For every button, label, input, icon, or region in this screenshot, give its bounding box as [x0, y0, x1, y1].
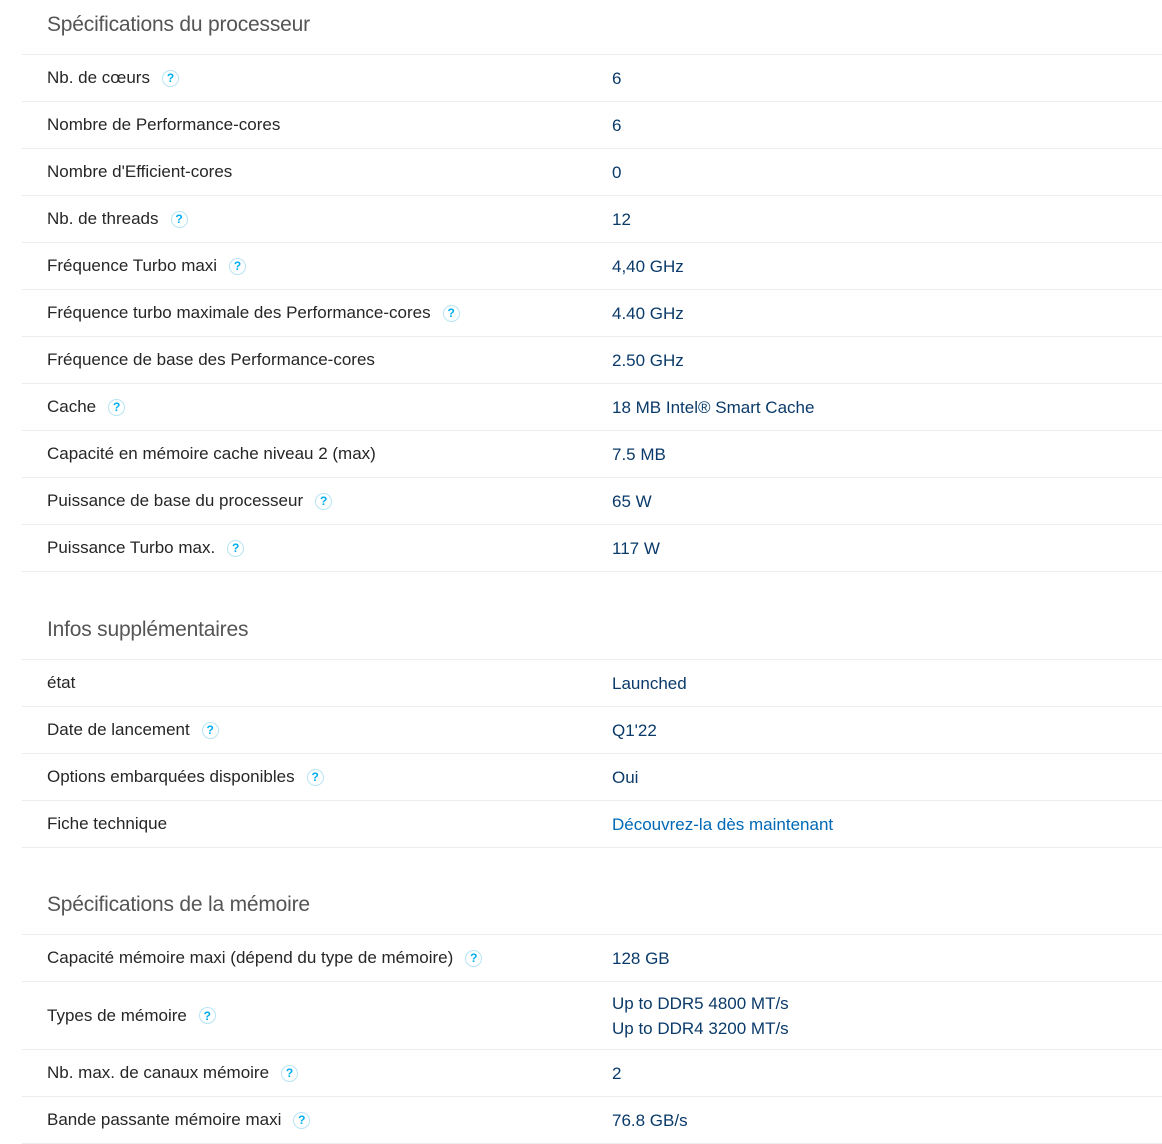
spec-row-memory-types: [22, 982, 1162, 1050]
spec-label: Nombre d'Efficient-cores: [47, 162, 233, 181]
spec-value: 76.8 GB/s: [612, 1110, 688, 1130]
spec-label: Fréquence turbo maximale des Performance-cores: [47, 303, 431, 322]
help-icon[interactable]: ?: [293, 1112, 310, 1129]
spec-row-embedded-options: [22, 754, 1162, 801]
spec-row-turbo-power: [22, 525, 1162, 572]
spec-label: Options embarquées disponibles: [47, 767, 295, 786]
spec-row-cache: [22, 384, 1162, 431]
help-icon[interactable]: ?: [162, 70, 179, 87]
spec-row-memory-bandwidth: [22, 1097, 1162, 1144]
spec-row-launch-date: [22, 707, 1162, 754]
spec-value: 4.40 GHz: [612, 303, 684, 323]
help-icon[interactable]: ?: [202, 722, 219, 739]
help-icon[interactable]: ?: [443, 305, 460, 322]
spec-label: Nb. de threads: [47, 209, 159, 228]
spec-row-threads: [22, 196, 1162, 243]
help-icon[interactable]: ?: [227, 540, 244, 557]
help-icon[interactable]: ?: [315, 493, 332, 510]
help-icon[interactable]: ?: [281, 1065, 298, 1082]
spec-row-max-turbo: [22, 243, 1162, 290]
spec-value: 6: [612, 115, 622, 135]
spec-value: Q1'22: [612, 720, 657, 740]
spec-label: Capacité mémoire maxi (dépend du type de mémoire): [47, 948, 454, 967]
spec-label: Cache: [47, 397, 97, 416]
spec-value: 0: [612, 162, 622, 182]
spec-value: 7.5 MB: [612, 444, 666, 464]
spec-value: 117 W: [612, 538, 660, 558]
spec-value: 65 W: [612, 491, 652, 511]
spec-value: 2.50 GHz: [612, 350, 684, 370]
spec-value: 2: [612, 1063, 622, 1083]
spec-value: 4,40 GHz: [612, 256, 684, 276]
spec-label: état: [47, 673, 76, 692]
help-icon[interactable]: ?: [229, 258, 246, 275]
spec-row-status: [22, 660, 1162, 707]
spec-label: Puissance de base du processeur: [47, 491, 304, 510]
spec-row-performance-cores: [22, 102, 1162, 149]
spec-value: 18 MB Intel® Smart Cache: [612, 397, 815, 417]
section-title-memory: Spécifications de la mémoire: [22, 880, 1162, 935]
help-icon[interactable]: ?: [465, 950, 482, 967]
section-title-processor: Spécifications du processeur: [22, 0, 1162, 55]
spec-label: Fiche technique: [47, 814, 168, 833]
spec-value: 12: [612, 209, 631, 229]
spec-row-datasheet: [22, 801, 1162, 848]
spec-row-pcore-turbo: [22, 290, 1162, 337]
spec-label: Nombre de Performance-cores: [47, 115, 281, 134]
spec-value: 6: [612, 68, 622, 88]
memory-type-line: Up to DDR5 4800 MT/s: [612, 993, 789, 1013]
spec-row-memory-channels: [22, 1050, 1162, 1097]
spec-row-cores: [22, 55, 1162, 102]
spec-label: Nb. max. de canaux mémoire: [47, 1063, 270, 1082]
memory-type-line: Up to DDR4 3200 MT/s: [612, 1018, 789, 1038]
spec-label: Date de lancement: [47, 720, 190, 739]
spec-label: Types de mémoire: [47, 1005, 187, 1025]
spec-label: Fréquence de base des Performance-cores: [47, 350, 375, 369]
section-title-additional-info: Infos supplémentaires: [22, 605, 1162, 660]
help-icon[interactable]: ?: [108, 399, 125, 416]
spec-row-max-memory: [22, 935, 1162, 982]
spec-label: Nb. de cœurs: [47, 68, 150, 87]
help-icon[interactable]: ?: [171, 211, 188, 228]
spec-value: Launched: [612, 673, 687, 693]
spec-value: Oui: [612, 767, 639, 787]
help-icon[interactable]: ?: [307, 769, 324, 786]
spec-row-pcore-base: [22, 337, 1162, 384]
spec-label: Capacité en mémoire cache niveau 2 (max): [47, 444, 376, 463]
spec-value: [612, 991, 789, 1041]
spec-row-base-power: [22, 478, 1162, 525]
help-icon[interactable]: ?: [199, 1007, 216, 1024]
spec-row-l2-cache: [22, 431, 1162, 478]
spec-label: Puissance Turbo max.: [47, 538, 216, 557]
spec-row-efficient-cores: [22, 149, 1162, 196]
spec-value: 128 GB: [612, 948, 670, 968]
spec-label: Fréquence Turbo maxi: [47, 256, 218, 275]
spec-label: Bande passante mémoire maxi: [47, 1110, 282, 1129]
datasheet-link[interactable]: Découvrez-la dès maintenant: [612, 814, 834, 834]
